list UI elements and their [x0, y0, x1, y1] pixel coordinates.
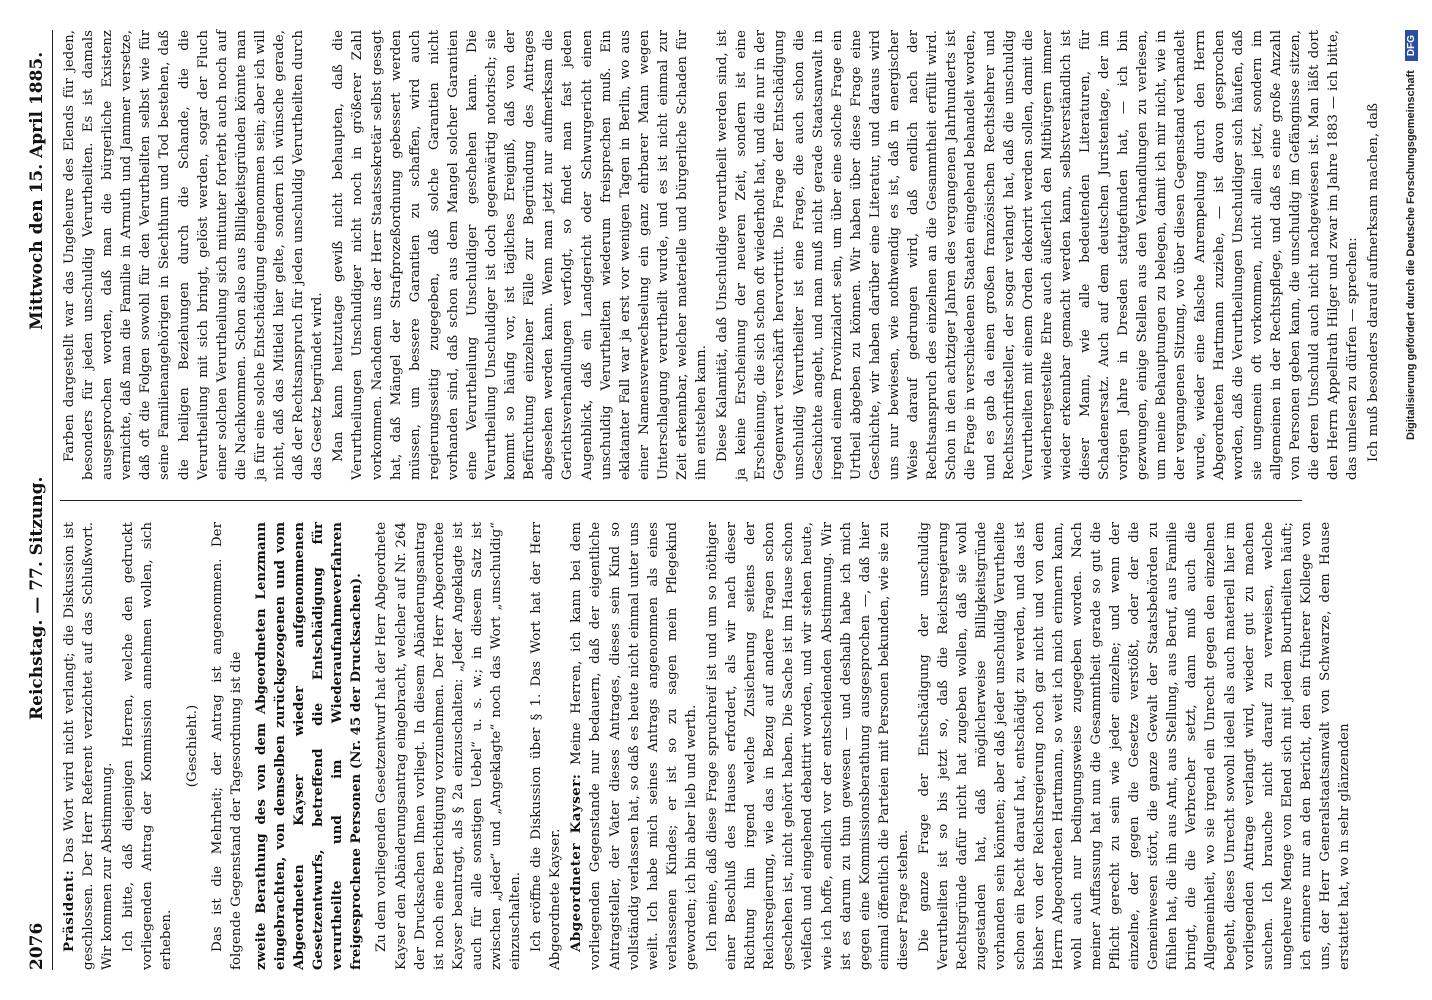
agenda-item-title: zweite Berathung des von dem Abgeordneten Lenzmann eingebrachten, von demselben zurückgezogenen und vom Abgeordneten Kayser wieder aufgenommenen Gesetzentwurfs, betreffend die Entschädigung für verurtheilte und im Wiederaufnahmeverfahren freigesprochene Personen (Nr. 45 der Drucksachen). — [252, 522, 365, 970]
paragraph: Die ganze Frage der Entschädigung der unschuldig Verurtheilten ist so bis jetzt so, daß die Reichsregierung Rechtsgründe dafür nicht hat zugeben wollen, daß sie wohl zugestanden hat, daß möglicherweise Billigkeitsgründe vorhanden sein könnten; aber daß jeder unschuldig Verurtheilte schon ein Recht darauf hat, entschädigt zu werden, und das ist bisher von der Reichsregierung noch gar nicht und von dem Herrn Abgeordneten Hartmann, so weit ich mich erinnern kann, wohl auch nur bedingungsweise zugegeben worden. Nach meiner Auffassung hat nun die Gesammtheit gerade so gut die Pflicht gerecht zu sein wie jeder einzelne; und wenn der einzelne, der gegen die Gesetze verstößt, oder der die Gemeinwesen stört, die ganze Gewalt der Staatsbehörden zu fühlen hat, die ihn aus Amt, aus Stellung, aus Beruf, aus Familie bringt, die die Verbrecher setzt, dann muß auch die Allgemeinheit, wo sie irgend ein Unrecht gegen den einzelnen begeht, dieses Unrecht sowohl ideell als auch materiell hier im vorliegenden Antrage verlangt wird, wieder gut zu machen suchen. Ich brauche nicht darauf zu verweisen, welche ungeheure Menge von Elend sich mit jedem Bourtheilten häuft; ich erinnere nur an den Bericht, den ein früherer Kollege von uns, der Herr Generalstaatsanwalt von Schwarze, dem Hause erstattet hat, wo in sehr glänzenden — [917, 522, 1353, 970]
paragraph: Man kann heutzutage gewiß nicht behaupten, daß die Verurtheilungen Unschuldiger nicht noch in größerer Zahl vorkommen. Nachdem uns der Herr Staatssekretär selbst gesagt hat, daß Mängel der Strafprozeßordnung gebessert werden müssen, um bessere Garantien zu schaffen, wird auch regierungsseitig zugegeben, daß solche Garantien nicht vorhanden sind, daß schon aus dem Mangel solcher Garantien eine Verurtheilung Unschuldiger geschehen kann. Die Verurtheilung Unschuldiger ist doch gegenwärtig notorisch; sie kommt so häufig vor, ist tägliches Ereigniß, daß von der Befürchtung einzelner Fälle zur Begründung des Antrages abgesehen werden kann. Wenn man jetzt nur aufmerksam die Gerichtsverhandlungen verfolgt, so findet man fast jeden Augenblick, daß ein Landgericht oder Schwurgericht einen unschuldig Verurtheilten wiederum freisprechen muß. Ein eklatanter Fall war ja erst vor wenigen Tagen in Berlin, wo aus einer Namensverwechselung ein ganz ehrbarer Mann wegen Unterschlagung verurtheilt wurde, und es ist nicht einmal zur Zeit erkennbar, welcher materielle und bürgerliche Schaden für ihn entstehen kann. — [331, 30, 710, 480]
page-header — [22, 30, 53, 970]
paragraph: Ich muß besonders darauf aufmerksam machen, daß — [1366, 103, 1382, 462]
paragraph: Ich eröffne die Diskussion über § 1. Das Wort hat der Herr Abgeordnete Kayser. — [529, 522, 564, 970]
header-session: Reichstag. — 77. Sitzung. — [27, 476, 47, 720]
footer-text: Digitalisierung gefördert durch die Deutsche Forschungsgemeinschaft — [1405, 70, 1417, 440]
dfg-logo: DFG — [1405, 30, 1418, 61]
right-column — [60, 30, 1382, 480]
left-column — [60, 522, 1353, 970]
speech-paragraph — [60, 522, 117, 970]
paragraph: Das ist die Mehrheit; der Antrag ist angenommen. Der folgende Gegenstand der Tagesordnung ist die — [209, 522, 244, 970]
header-date: Mittwoch den 15. April 1885. — [27, 51, 47, 330]
column-divider — [60, 500, 1302, 501]
digitization-footer — [1405, 30, 1418, 970]
speech-paragraph — [567, 522, 701, 970]
paragraph: Ich meine, daß diese Frage spruchreif ist und um so nöthiger einer Beschluß des Hauses erfordert, als wir nach dieser Richtung hin irgend welche Zusicherung seitens der Reichsregierung, wie das in Bezug auf andere Fragen schon geschehen ist, nicht gehört haben. Die Sache ist im Hause schon vielfach und eingehend debattirt worden, und wir stehen heute, wie ich hoffe, endlich vor der entscheidenden Abstimmung. Wir ist es darum zu thun gewesen — und deshalb habe ich mich gegen eine Kommissionsberathung ausgesprochen —, daß hier einmal öffentlich die Parteien mit Personen bekunden, wie sie zu dieser Frage stehen. — [705, 522, 911, 970]
paragraph: Farben dargestellt war das Ungeheure des Elends für jeden, besonders für jeden unschuldig Verurtheilten. Es ist damals ausgesprochen worden, daß man die bürgerliche Existenz vernichte, daß man die Familie in Armuth und Jammer versetze, daß oft die Folgen sowohl für den Verurtheilten selbst wie für seine Familienangehörigen in Siechthum und Tod bestehen, daß die heiligen Beziehungen durch die Schande, die die Verurtheilung mit sich bringt, gelöst werden, sogar der Fluch einer solchen Verurtheilung sich mitunter forterbt auch noch auf die Nachkommen. Schon also aus Billigkeitsgründen könnte man ja für eine solche Entschädigung eingenommen sein; aber ich will nicht, daß das Mitleid hier gelte, sondern ich wünsche gerade, daß der Rechtsanspruch für jeden unschuldig Verurtheilten durch das Gesetz begründet wird. — [62, 30, 326, 480]
paragraph: Diese Kalamität, daß Unschuldige verurtheilt werden sind, ist ja keine Erscheinung der neueren Zeit, sondern ist eine Erscheinung, die sich schon oft wiederholt hat, und die nur in der Gegenwart verschärft hervortritt. Die Frage der Entschädigung unschuldig Verurtheilter ist eine Frage, die auch schon die Geschichte angeht, und man muß nicht gerade Staatsanwalt in irgend einem Provinzialort sein, um über eine solche Frage ein Urtheil abgeben zu können. Wir haben über diese Frage eine Geschichte, wir haben darüber eine Literatur, und daraus wird uns nur bewiesen, wie nothwendig es ist, daß in energischer Weise darauf gedrungen wird, daß endlich nach der Rechtsanspruch des einzelnen an die Gesammtheit erfüllt wird. Schon in den achtziger Jahren des vergangenen Jahrhunderts ist die Frage in verschiedenen Staaten eingehend behandelt worden, und es gab da einen großen französischen Rechtslehrer und Rechtsschriftsteller, der sogar verlangt hat, daß die unschuldig Verurtheilten mit einem Orden dekorirt werden sollen, damit die wiederhergestellte Ehre auch äußerlich den Mitbürgern immer wieder erkennbar gemacht werden kann, selbstverständlich ist dieser Mann, wie alle bedeutenden Literaturen, für Schadenersatz. Auch auf dem deutschen Juristentage, der im vorigen Jahre in Dresden stattgefunden hat, — ich bin gezwungen, einige Stellen aus den Verhandlungen zu verlesen, um meine Behauptungen zu belegen, damit ich mir nicht, wie in der vergangenen Sitzung, wo über diesen Gegenstand verhandelt wurde, wieder eine falsche Anrempelung durch den Herrn Abgeordneten Hartmann zuziehe, — ist davon gesprochen worden, daß die Verurtheilungen Unschuldiger sich häufen, daß sie ungemein oft vorkommen, nicht allein jetzt, sondern im allgemeinen in der Rechtspflege, und daß es eine große Anzahl von Personen geben kann, die unschuldig im Gefängnisse sitzen, die deren Unschuld auch nicht nachgewiesen ist. Man läßt dort den Herrn Appellrath Hilger und zwar im Jahre 1883 — ich bitte, das umlesen zu dürfen — sprechen: — [715, 30, 1361, 480]
paragraph: Zu dem vorliegenden Gesetzentwurf hat der Herr Abgeordnete Kayser den Abänderungsantrag eingebracht, welcher auf Nr. 264 der Drucksachen Ihnen vorliegt. In diesem Abänderungsantrag ist noch eine Berichtigung vorzunehmen. Der Herr Abgeordnete Kayser beantragt, als § 2a einzuschalten: „Jeder Angeklagte ist auch für alle sonstigen Uebel“ u. s. w.; in diesem Satz ist zwischen „jeder“ und „Angeklagte“ noch das Wort „unschuldig“ einzuschalten. — [374, 522, 524, 970]
page-number: 2076 — [27, 922, 47, 970]
speech-text: Das Wort wird nicht verlangt; die Diskussion ist geschlossen. Der Herr Referent verzichtet auf das Schlußwort. Wir kommen zur Abstimmung. — [62, 522, 116, 970]
paragraph: Ich bitte, daß diejenigen Herren, welche den gedruckt vorliegenden Antrag der Kommission annehmen wollen, sich erheben. — [121, 522, 175, 970]
stage-direction: (Geschieht.) — [184, 704, 200, 788]
speech-text: Meine Herren, ich kann bei dem vorliegenden Gegenstande nur bedauern, daß der eigentliche Antragsteller, der Vater dieses Antrages, dieses sein Kind so vollständig verlassen hat, so daß es heute nicht einmal unter uns weilt. Ich habe mich seines Antrags angenommen als eines verlassenen Kindes; er ist so zu sagen mein Pflegekind geworden; ich bin aber lieb und werth. — [569, 522, 699, 970]
speaker-name: Präsident: — [61, 869, 77, 952]
speaker-name: Abgeordneter Kayser: — [568, 773, 585, 952]
